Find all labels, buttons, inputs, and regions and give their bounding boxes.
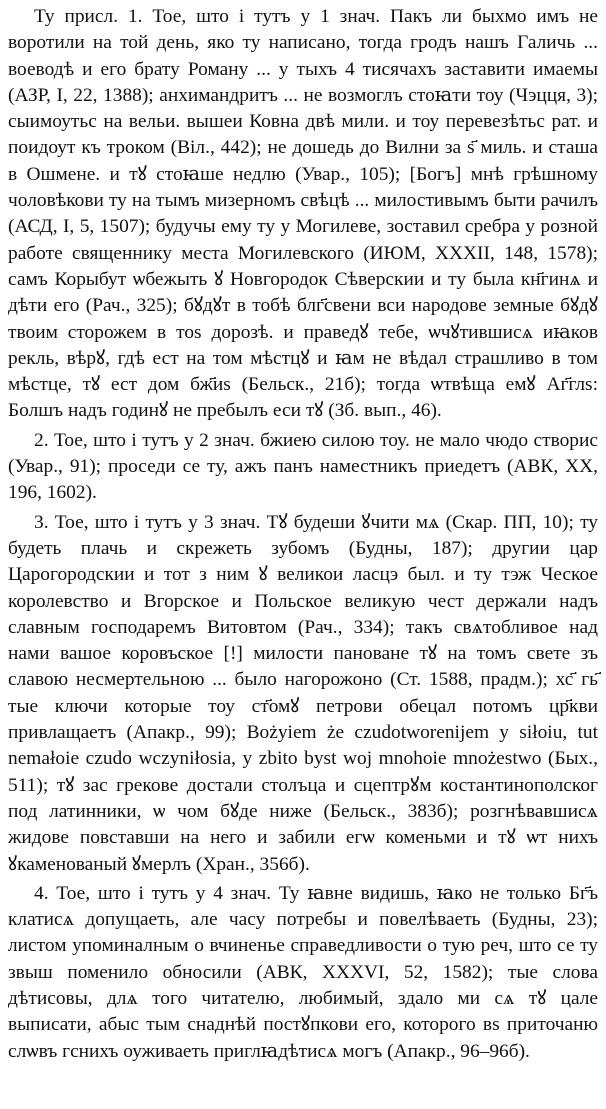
paragraph-text: 3. Тое, што і тутъ у 3 знач. Тꙋ будеши ꙋчити мѧ (Скар. ПП, 10); ту будеть плачь и скрежеть зубомъ (Будны, 187); другии цар Царогородскии и тот з ним ꙋ великои ласцэ был. и ту тэж Ческое королевство и Вгорское и Польское великую чест держали надъ славным господаремъ Витовтом (Рач., 334); такъ свѧтобливое над нами вашое коровъское [!] милости пановане тꙋ на томъ свете зъ славою несмертельною ... было нагорожоно (Ст. 1588, прадм.); хс҃ гь҃ тые ключи которые тоу ст҃омꙋ петрови обецал потомъ цр҃кви привлащаетъ (Апакр., 99); Bożyiem że czudotworenijem y siłoiu, tut nemałoie czudo wczyniłosia, y zbito byst woj mnohoie mnożestwo (Бых., 511); тꙋ зас грекове достали столъца и сцептрꙋм костантинополског под латинники, ѡ чом бꙋде ниже (Бельск., 383б); розгнѣвавшисѧ жидове повставши на него и забили егѡ коменьми и тꙋ ѡт нихъ ꙋкаменованый ꙋмерлъ (Хран., 356б). (8, 511, 598, 875)
entry-paragraph-4 (8, 881, 598, 1065)
entry-paragraph-1 (8, 4, 598, 425)
paragraph-text: Ту присл. 1. Тое, што і тутъ у 1 знач. Пакъ ли быхмо имъ не воротили на той день, яко ту написано, тогда гродъ нашъ Галичь ... воеводѣ и его брату Роману ... у тыхъ 4 тисячахъ заставити имаемы (АЗР, I, 22, 1388); анхимандритъ ... не возмоглъ стоꙗти тоу (Чэцця, 3); сыимоутьс на вельи. вышеи Ковна двѣ мили. и тоу перевезѣтьс рат. и поидоут къ троком (Віл., 442); не дошедь до Вилни за ѕ҃ миль. и сташа в Ошмене. и тꙋ стоꙗше недлю (Увар., 105); [Богъ] мнѣ грѣшному чоловѣкови ту на тымъ мизерномъ свѣцѣ ... милостивымъ быти рачилъ (АСД, I, 5, 1507); будучы ему ту у Могилеве, зоставил сребра у розной работе священнику места Могилевского (ИЮМ, XXXII, 148, 1578); самъ Корыбут ѡбежыть ꙋ Новгородок Сѣверскии и ту была кн҃гинѧ и дѣти его (Рач., 325); бꙋдꙋт в тобѣ блг҃свени вси народове земные бꙋдꙋ твоим сторожем в тоѕ дорозѣ. и праведꙋ тебе, ѡчꙋтившисѧ иꙗков рекль, вѣрꙋ, гдѣ ест на том мѣстцꙋ и ꙗм не вѣдал страшливо в том мѣстце, тꙋ ест дом бж҃иѕ (Бельск., 21б); тогда ѡтвѣща емꙋ Аг҃глѕ: Болшъ надъ годинꙋ не пребылъ еси тꙋ (Зб. вып., 46). (8, 6, 598, 422)
entry-paragraph-3 (8, 510, 598, 878)
paragraph-text: 4. Тое, што і тутъ у 4 знач. Ту ꙗвне видишь, ꙗко не только Бг҃ъ клатисѧ допущаеть, але часу потребы и повелѣваеть (Будны, 23); листом упоминалным о вчиненье справедливости о тую реч, што се ту звыш поменило обносили (АВК, XXXVI, 52, 1582); тые слова дѣтисовы, длѧ того читателю, любимый, здало ми сѧ тꙋ цале выписати, абыс тым снаднѣй постꙋпкови его, которого вѕ приточаню слѡвъ гснихъ оуживаеть приглꙗдѣтисѧ могъ (Апакр., 96–96б). (8, 882, 598, 1062)
entry-paragraph-2 (8, 428, 598, 507)
paragraph-text: 2. Тое, што і тутъ у 2 знач. бжиею силою тоу. не мало чюдо створис (Увар., 91); проседи се ту, ажъ панъ наместникъ приедетъ (АВК, XX, 196, 1602). (8, 429, 598, 504)
